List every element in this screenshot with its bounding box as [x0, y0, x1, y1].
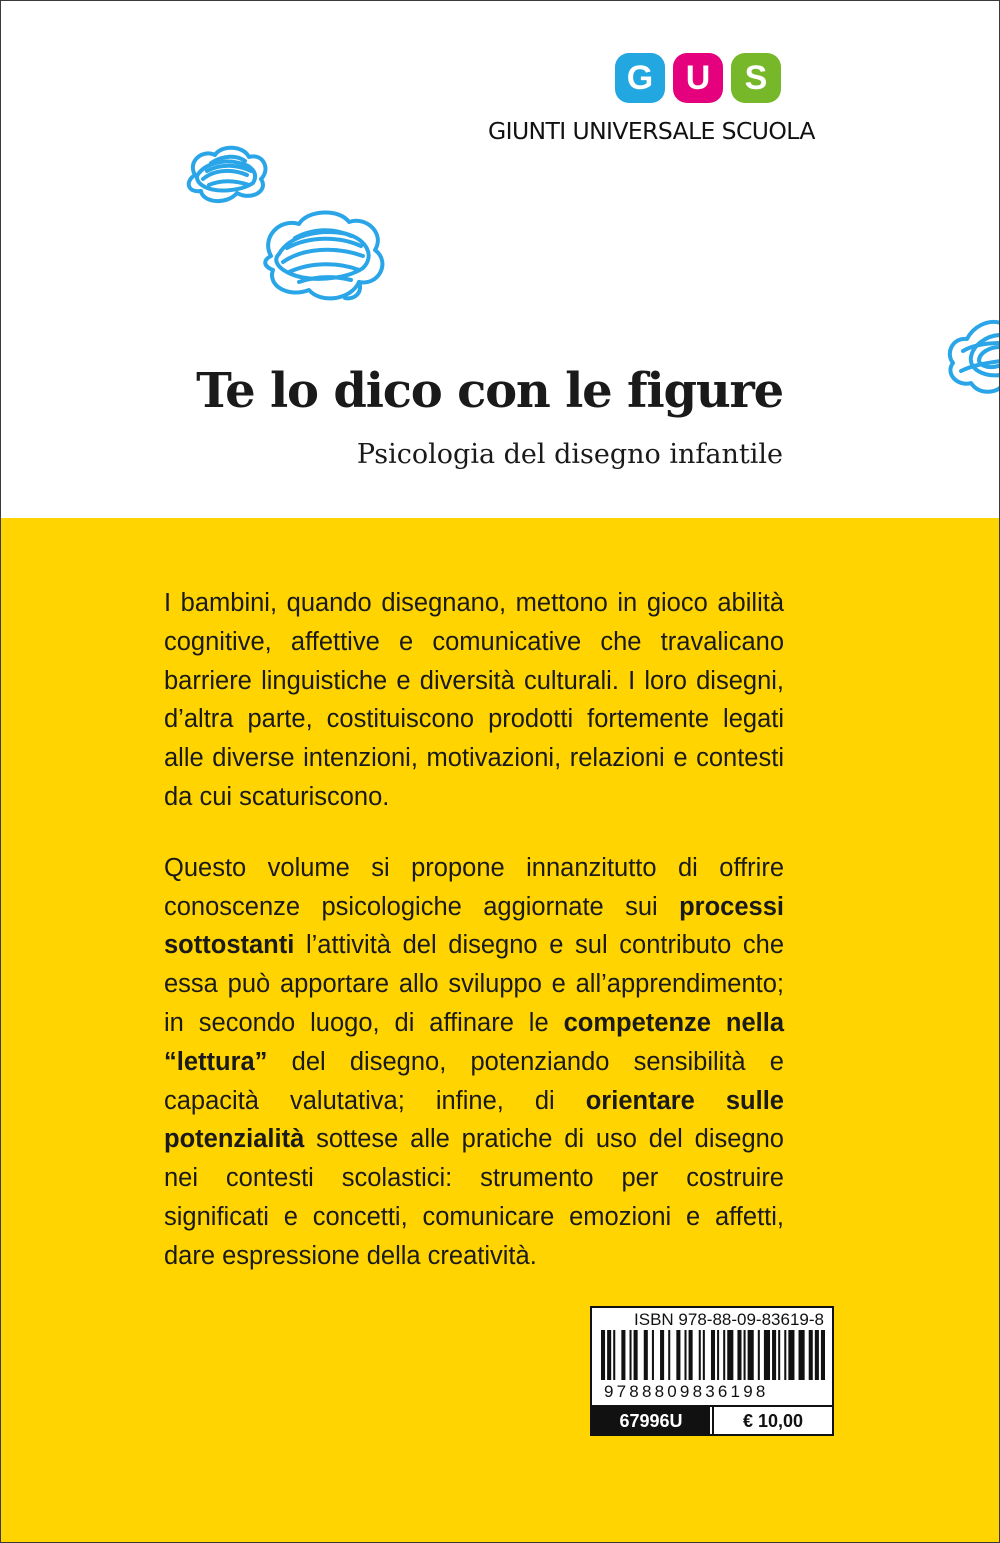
paragraph-2-text: Questo volume si propone innanzitutto di offrire conoscenze psicologiche aggiornate sui: [164, 853, 784, 921]
barcode-bar: [788, 1330, 794, 1380]
barcode-bar: [652, 1330, 654, 1380]
barcode-bar: [607, 1330, 611, 1380]
gus-logo: [615, 53, 785, 105]
barcode-bar: [630, 1330, 632, 1380]
description-paragraph-1: I bambini, quando disegnano, mettono in gioco abilità cognitive, affettive e comunicative che travalicano barriere linguistiche e diversità culturali. I loro disegni, d’altra parte, costituiscono prodotti fortemente legati alle diverse intenzioni, motivazioni, relazioni e contesti da cui scaturiscono.: [164, 589, 784, 811]
barcode-bar: [784, 1330, 786, 1380]
barcode-bar: [676, 1330, 680, 1380]
barcode-bar: [601, 1330, 605, 1380]
paragraph-2-text: sottese alle pratiche di uso del disegno nei contesti scolastici: strumento per costruire significati e concetti, comunicare emozioni e affetti, dare espressione della creatività.: [164, 1125, 784, 1270]
isbn-label: ISBN 978-88-09-83619-8: [634, 1310, 824, 1329]
scribble-cloud-icon-small: [181, 141, 273, 207]
barcode-bar: [717, 1330, 719, 1380]
paragraph-2-emphasis: orientare sulle potenzialità: [164, 1086, 784, 1154]
paragraph-2-emphasis: competenze nella “lettura”: [164, 1008, 785, 1076]
barcode-box: [590, 1306, 834, 1436]
description-paragraph-2: [164, 849, 784, 1276]
barcode-bar: [737, 1330, 741, 1380]
paragraph-2-emphasis: processi sottostanti: [164, 892, 784, 960]
book-subtitle: Psicologia del disegno infantile: [356, 439, 783, 470]
barcode-bar: [634, 1330, 638, 1380]
barcode-bar: [621, 1330, 625, 1380]
barcode-bar: [660, 1330, 664, 1380]
barcode-bar: [703, 1330, 705, 1380]
scribble-cloud-icon-large: [259, 204, 393, 308]
product-code: 67996U: [592, 1407, 710, 1436]
barcode-bar: [711, 1330, 715, 1380]
barcode-bar: [821, 1330, 825, 1380]
barcode-bar: [758, 1330, 760, 1380]
logo-tile-u: U: [673, 53, 723, 103]
barcode-bar: [684, 1330, 686, 1380]
book-description: [164, 584, 784, 1276]
barcode-bar: [689, 1330, 693, 1380]
barcode-bar: [815, 1330, 819, 1380]
barcode-bar: [799, 1330, 805, 1380]
barcode-footer: [592, 1405, 832, 1436]
paragraph-2-text: l’attività del disegno e sul contributo che essa può apportare allo sviluppo e all’apprendimento; in secondo luogo, di affinare le: [164, 931, 784, 1037]
logo-tile-s: S: [731, 53, 781, 103]
barcode-bar: [699, 1330, 701, 1380]
barcode-bar: [809, 1330, 813, 1380]
logo-tile-g: G: [615, 53, 665, 103]
barcode-bar: [727, 1330, 733, 1380]
barcode-bar: [764, 1330, 770, 1380]
barcode-bar: [644, 1330, 648, 1380]
barcode-bar: [668, 1330, 670, 1380]
price-label: € 10,00: [712, 1407, 832, 1436]
publisher-name: GIUNTI UNIVERSALE SCUOLA: [488, 117, 815, 145]
barcode-image: [600, 1330, 826, 1382]
barcode-bar: [744, 1330, 746, 1380]
book-title: Te lo dico con le figure: [196, 363, 783, 419]
scribble-cloud-icon-edge: [943, 315, 1000, 397]
barcode-digits: 9788809836198: [604, 1382, 769, 1401]
barcode-bar: [723, 1330, 725, 1380]
barcode-bar: [778, 1330, 780, 1380]
barcode-bar: [772, 1330, 776, 1380]
paragraph-2-text: del disegno, potenziando sensibilità e capacità valutativa; infine, di: [164, 1047, 784, 1115]
barcode-bar: [748, 1330, 754, 1380]
barcode-bar: [613, 1330, 615, 1380]
